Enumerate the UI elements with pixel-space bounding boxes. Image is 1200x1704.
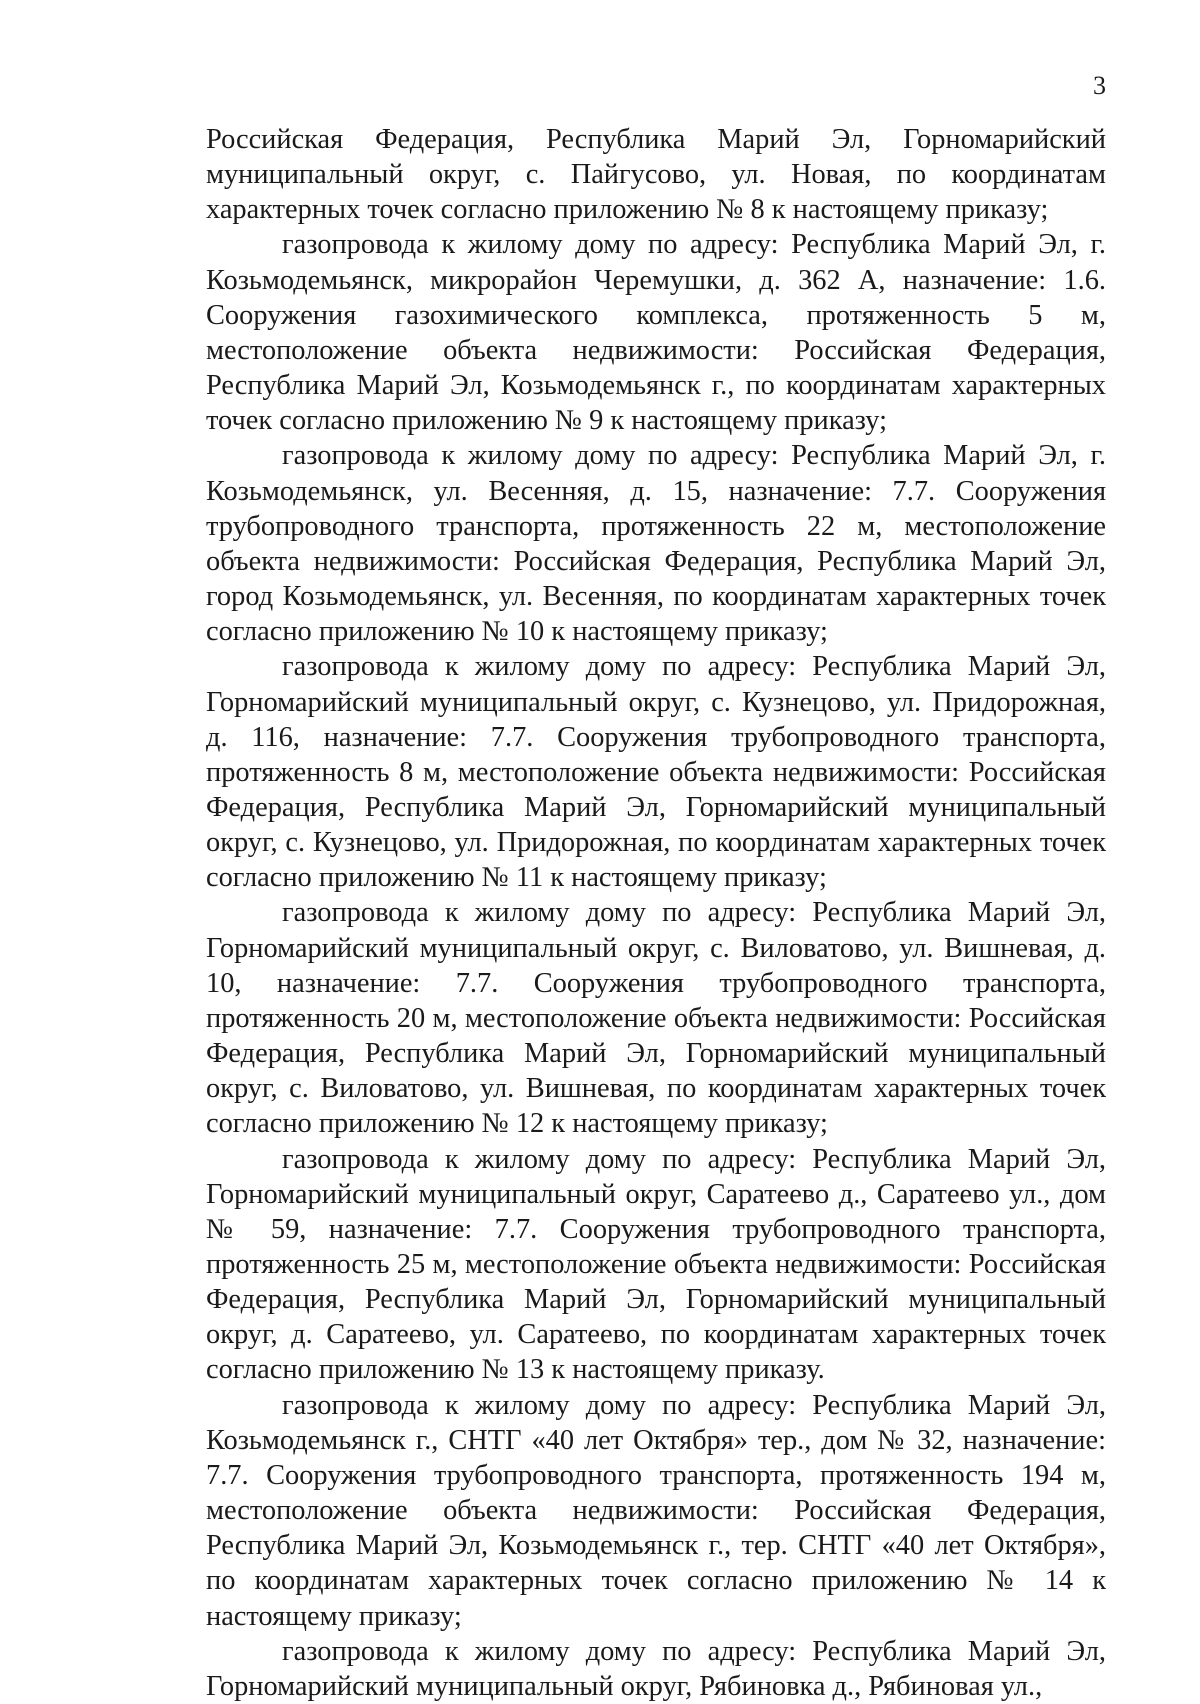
paragraph-1: Российская Федерация, Республика Марий Эл, Горномарийский муниципальный округ, с. Пайгусово, ул. Новая, по координатам характерных точек согласно приложению № 8 к настоящему приказу; xyxy=(206,124,1106,226)
paragraph-2: газопровода к жилому дому по адресу: Республика Марий Эл, г. Козьмодемьянск, микрорайон Черемушки, д. 362 А, назначение: 1.6. Сооружения газохимического комплекса, протяженность 5 м, местоположение объекта недвижимости: Российская Федерация, Республика Марий Эл, Козьмодемьянск г., по координатам характерных точек согласно приложению № 9 к настоящему приказу; xyxy=(206,229,1106,437)
paragraph-4: газопровода к жилому дому по адресу: Республика Марий Эл, Горномарийский муниципальный округ, с. Кузнецово, ул. Придорожная, д. 116, назначение: 7.7. Сооружения трубопроводного транспорта, протяженность 8 м, местоположение объекта недвижимости: Российская Федерация, Республика Марий Эл, Горномарийский муниципальный округ, с. Кузнецово, ул. Придорожная, по координатам характерных точек согласно приложению № 11 к настоящему приказу; xyxy=(206,651,1106,894)
document-body xyxy=(206,122,1106,1704)
page-number: 3 xyxy=(1093,71,1106,100)
paragraph-5: газопровода к жилому дому по адресу: Республика Марий Эл, Горномарийский муниципальный округ, с. Виловатово, ул. Вишневая, д. 10, назначение: 7.7. Сооружения трубопроводного транспорта, протяженность 20 м, местоположение объекта недвижимости: Российская Федерация, Республика Марий Эл, Горномарийский муниципальный округ, с. Виловатово, ул. Вишневая, по координатам характерных точек согласно приложению № 12 к настоящему приказу; xyxy=(206,897,1106,1140)
paragraph-6: газопровода к жилому дому по адресу: Республика Марий Эл, Горномарийский муниципальный округ, Саратеево д., Саратеево ул., дом № 59, назначение: 7.7. Сооружения трубопроводного транспорта, протяженность 25 м, местоположение объекта недвижимости: Российская Федерация, Республика Марий Эл, Горномарийский муниципальный округ, д. Саратеево, ул. Саратеево, по координатам характерных точек согласно приложению № 13 к настоящему приказу. xyxy=(206,1143,1106,1386)
paragraph-3: газопровода к жилому дому по адресу: Республика Марий Эл, г. Козьмодемьянск, ул. Весенняя, д. 15, назначение: 7.7. Сооружения трубопроводного транспорта, протяженность 22 м, местоположение объекта недвижимости: Российская Федерация, Республика Марий Эл, город Козьмодемьянск, ул. Весенняя, по координатам характерных точек согласно приложению № 10 к настоящему приказу; xyxy=(206,440,1106,648)
paragraph-8: газопровода к жилому дому по адресу: Республика Марий Эл, Горномарийский муниципальный округ, Рябиновка д., Рябиновая ул., xyxy=(206,1635,1106,1702)
paragraph-7: газопровода к жилому дому по адресу: Республика Марий Эл, Козьмодемьянск г., СНТГ «40 лет Октября» тер., дом № 32, назначение: 7.7. Сооружения трубопроводного транспорта, протяженность 194 м, местоположение объекта недвижимости: Российская Федерация, Республика Марий Эл, Козьмодемьянск г., тер. СНТГ «40 лет Октября», по координатам характерных точек согласно приложению № 14 к настоящему приказу; xyxy=(206,1389,1106,1632)
